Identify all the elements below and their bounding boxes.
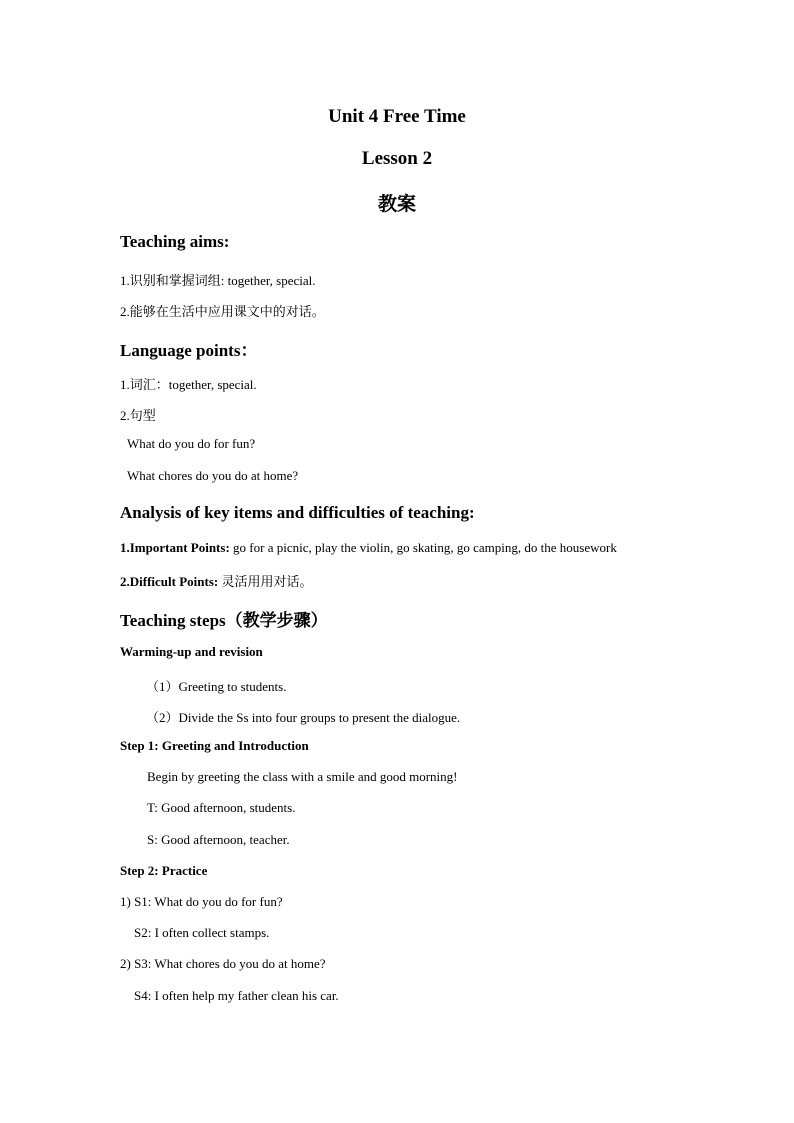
- step-2-line: 2) S3: What chores do you do at home?: [120, 956, 326, 971]
- lesson-title: Lesson 2: [361, 148, 433, 169]
- step-2-line: S2: I often collect stamps.: [134, 925, 270, 940]
- important-points-label: 1.Important Points:: [120, 540, 230, 555]
- step-1-line: Begin by greeting the class with a smile and good morning!: [147, 769, 458, 784]
- lesson-plan-subtitle: 教案: [377, 193, 416, 215]
- sentence-pattern-label: 2.句型: [120, 408, 156, 423]
- warming-up-item: （2）Divide the Ss into four groups to present the dialogue.: [146, 710, 461, 725]
- difficult-points-label: 2.Difficult Points:: [120, 574, 219, 589]
- step-2-line: 1) S1: What do you do for fun?: [120, 894, 283, 909]
- language-points-heading: Language points：: [120, 341, 258, 360]
- warming-up-item: （1）Greeting to students.: [146, 679, 287, 694]
- vocab-line: 1.词汇：together, special.: [120, 377, 257, 392]
- teaching-steps-heading: Teaching steps（教学步骤）: [120, 611, 328, 630]
- difficult-points-line: [120, 571, 312, 590]
- step-1-line: S: Good afternoon, teacher.: [147, 832, 290, 847]
- step-2-title: Step 2: Practice: [120, 863, 208, 878]
- warming-up-title: Warming-up and revision: [120, 644, 263, 659]
- analysis-heading: Analysis of key items and difficulties of teaching:: [120, 503, 475, 522]
- sentence-pattern-item: What chores do you do at home?: [127, 468, 299, 483]
- important-points-text: go for a picnic, play the violin, go skating, go camping, do the housework: [229, 540, 617, 555]
- teaching-aim-item: 1.识别和掌握词组: together, special.: [120, 273, 316, 288]
- step-2-line: S4: I often help my father clean his car.: [134, 988, 339, 1003]
- important-points-line: [120, 540, 617, 556]
- step-1-title: Step 1: Greeting and Introduction: [120, 738, 309, 753]
- unit-title: Unit 4 Free Time: [328, 106, 466, 127]
- sentence-pattern-item: What do you do for fun?: [127, 436, 256, 451]
- teaching-aims-heading: Teaching aims:: [120, 232, 230, 251]
- teaching-aim-item: 2.能够在生活中应用课文中的对话。: [120, 304, 325, 319]
- step-1-line: T: Good afternoon, students.: [147, 800, 296, 815]
- difficult-points-text: 灵活用用对话。: [218, 574, 313, 589]
